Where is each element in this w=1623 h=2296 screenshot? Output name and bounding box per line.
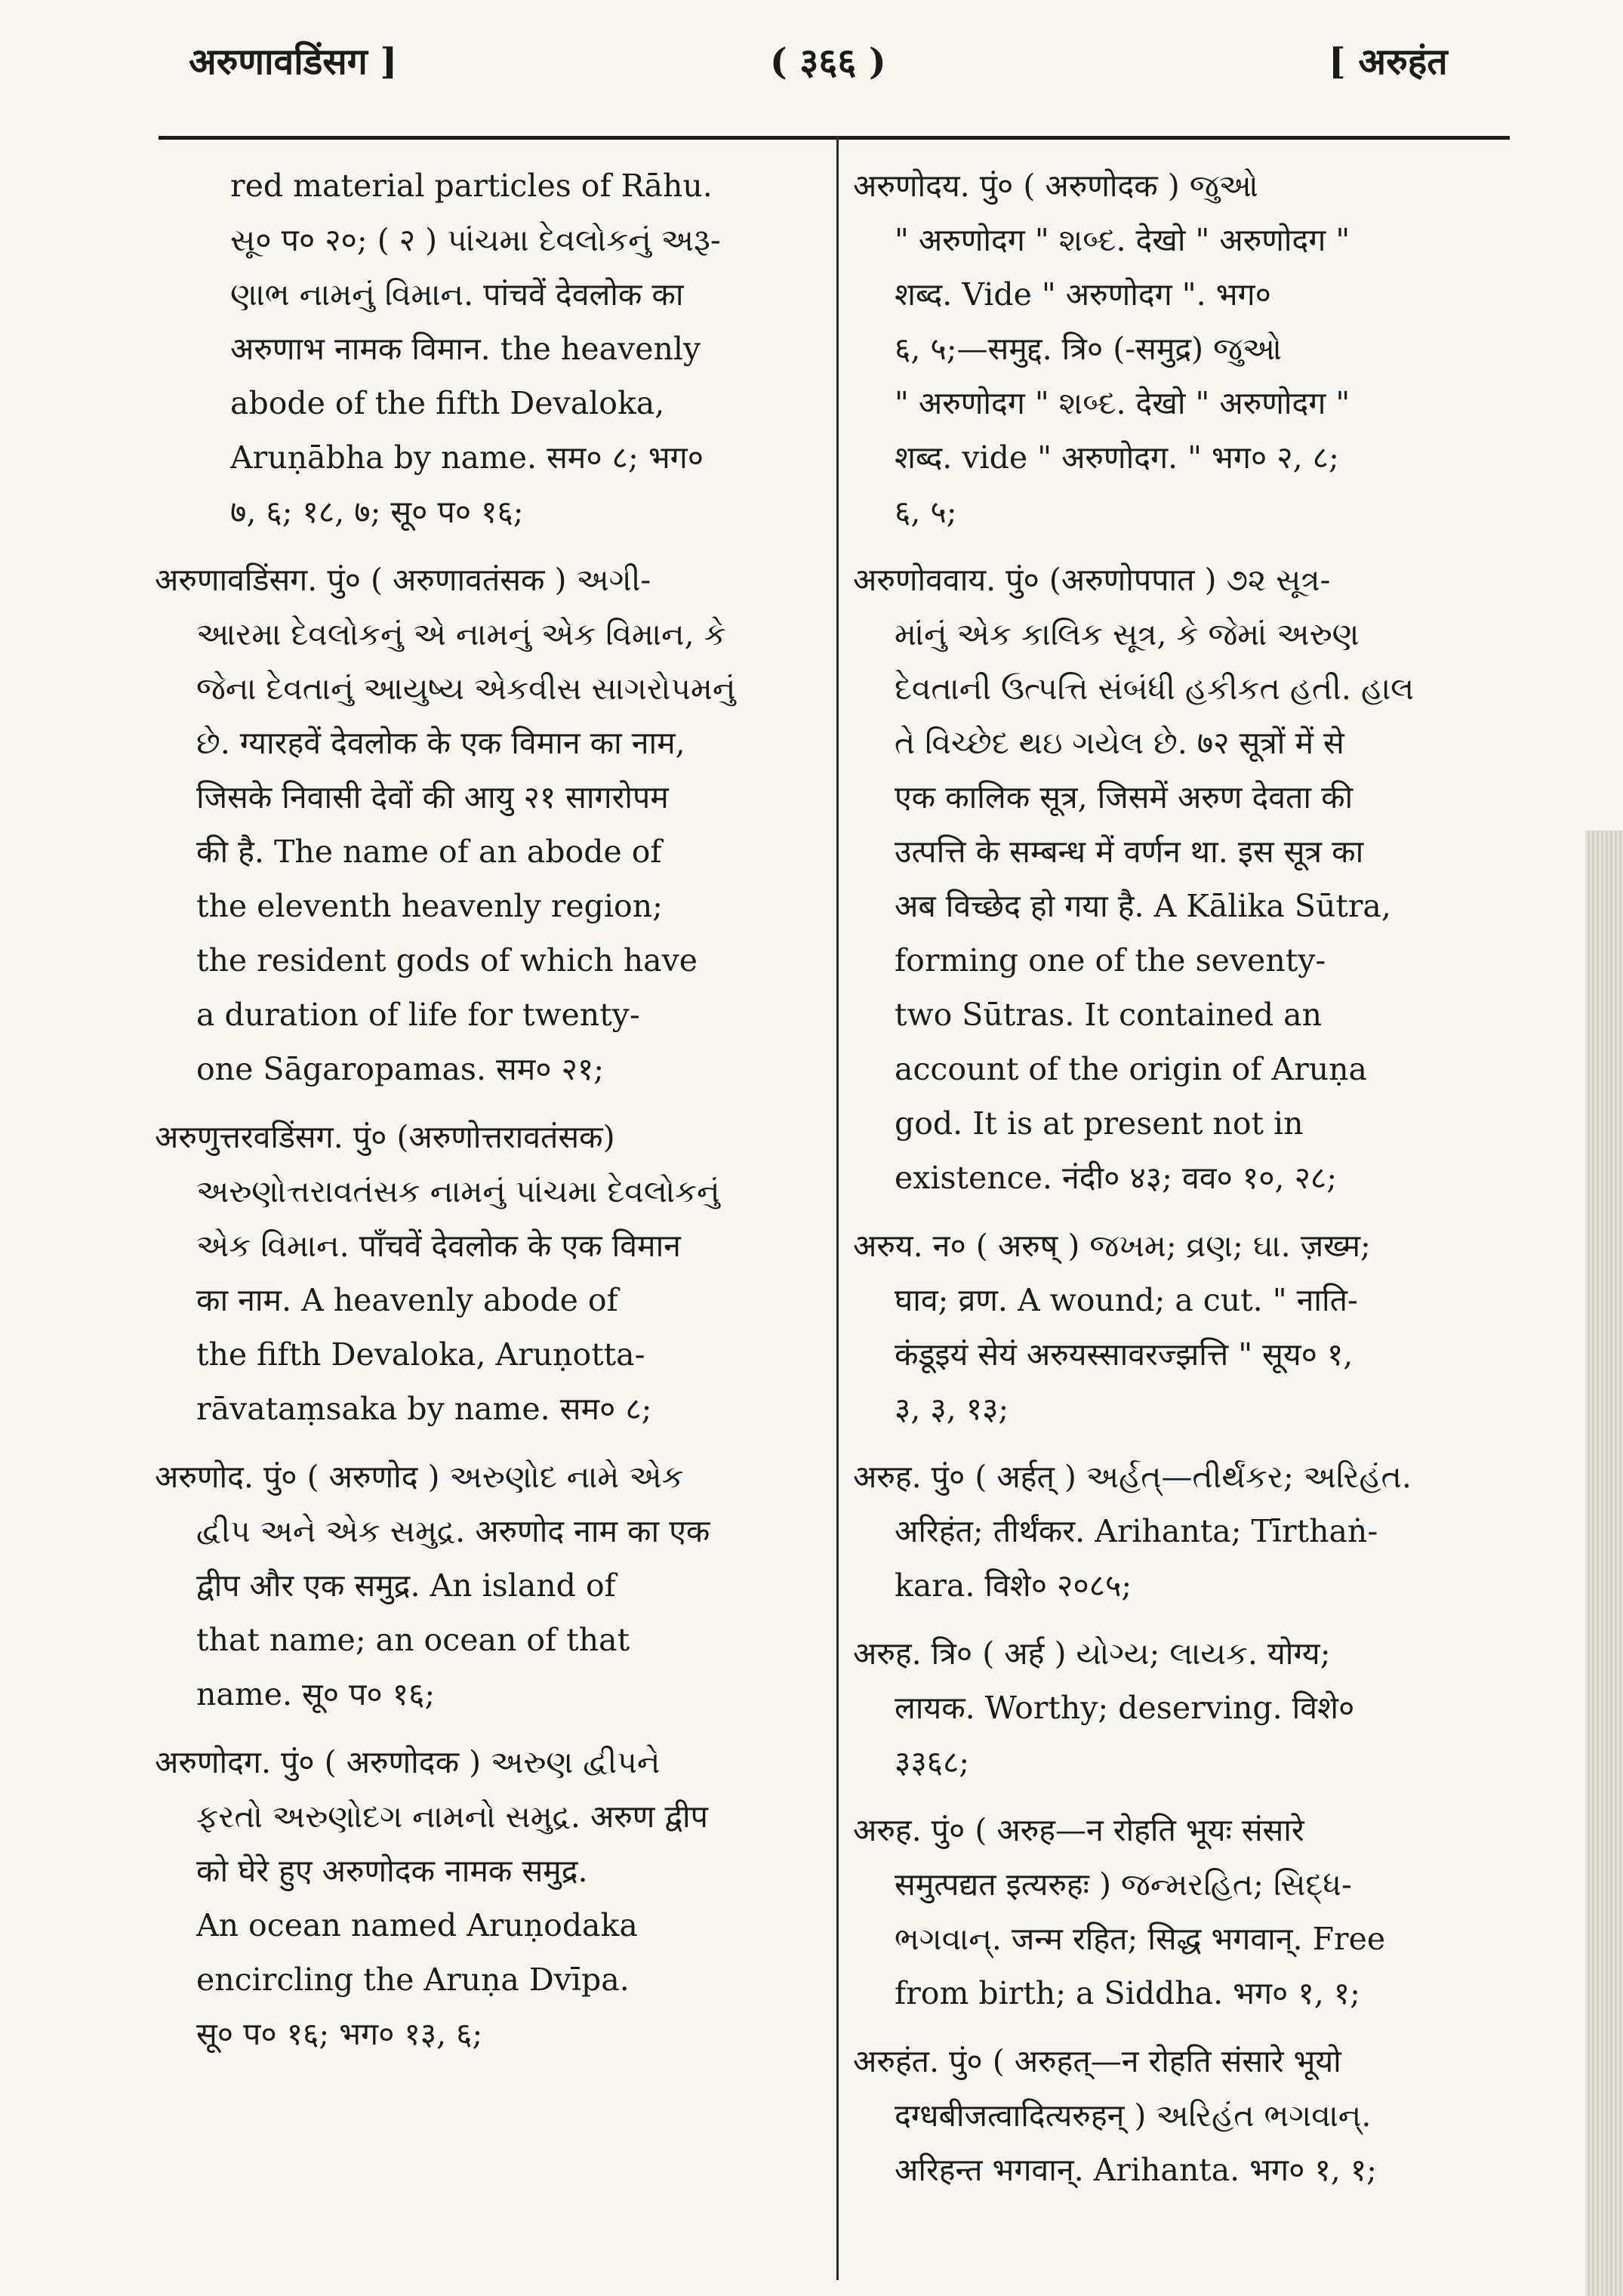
entry-line: account of the origin of Aruṇa <box>895 1051 1367 1087</box>
header-rule <box>159 136 1510 140</box>
entry-line: शब्द. vide " अरुणोदग. " भग० २, ८; <box>895 439 1339 476</box>
entry-line: from birth; a Siddha. भग० १, १; <box>895 1975 1360 2011</box>
dictionary-entry <box>853 1626 1498 1789</box>
entry-line: the eleventh heavenly region; <box>196 888 663 924</box>
entry-line: एक कालिक सूत्र, जिसमें अरुण देवता की <box>895 779 1354 815</box>
entry-line: कंडूइयं सेयं अरुयस्सावरज्झत्ति " सूय० १, <box>895 1336 1354 1373</box>
entry-line: ६, ५; <box>895 494 957 530</box>
entry-line: ७, ६; १८, ७; सू० प० १६; <box>230 494 524 530</box>
entry-headword-line: अरुह. त्रि० ( अर्ह ) યોગ્ય; લાયક. योग्य; <box>853 1635 1331 1672</box>
entry-line: शब्द. Vide " अरुणोदग ". भग० <box>895 276 1271 313</box>
left-column <box>155 159 815 2075</box>
entry-headword-line: अरुहंत. पुं० ( अरुहत्—न रोहति संसारे भूयो <box>853 2043 1341 2079</box>
entry-line: ભગવાન્. जन्म रहित; सिद्ध भगवान्. Free <box>895 1921 1386 1957</box>
entry-headword-line: अरुह. पुं० ( अरुह—न रोहति भूयः संसारे <box>853 1812 1304 1848</box>
dictionary-entry <box>853 553 1498 1205</box>
entry-line: उत्पत्ति के सम्बन्ध में वर्णन था. इस सूत्र का <box>895 834 1364 870</box>
entry-line: kara. विशे० २०८५; <box>895 1567 1132 1604</box>
scan-edge-shadow <box>1585 831 1623 2296</box>
entry-line: abode of the fifth Devaloka, <box>230 385 665 421</box>
entry-line: one Sāgaropamas. सम० २१; <box>196 1051 605 1087</box>
entry-line: ६, ५;—समुद्द. त्रि० (-समुद्र) જુઓ <box>895 331 1283 367</box>
entry-line: ३, ३, १३; <box>895 1391 1009 1427</box>
entry-line: જેના દેવતાનું આયુષ્ય એકવીસ સાગરોપમનું <box>196 670 736 707</box>
entry-line: red material particles of Rāhu. <box>230 168 713 204</box>
entry-line: Aruṇābha by name. सम० ८; भग० <box>230 439 704 476</box>
entry-line: दग्धबीजत्वादित्यरुहन् ) અરિહંત ભગવાન્. <box>895 2097 1372 2134</box>
entry-line: the resident gods of which have <box>196 942 698 978</box>
entry-line: existence. नंदी० ४३; वव० १०, २८; <box>895 1160 1338 1196</box>
entry-line: છે. ग्यारहवें देवलोक के एक विमान का नाम, <box>196 725 685 761</box>
entry-line: ३३६८; <box>895 1744 970 1780</box>
entry-line: two Sūtras. It contained an <box>895 997 1322 1033</box>
entry-line: का नाम. A heavenly abode of <box>196 1282 618 1318</box>
entry-line: जिसके निवासी देवों की आयु २१ सागरोपम <box>196 779 669 815</box>
entry-line: માંનું એક કાલિક સૂત્ર, કે જેમાં અરુણ <box>895 616 1360 652</box>
entry-line: की है. The name of an abode of <box>196 834 662 870</box>
entry-continuation <box>155 159 815 539</box>
dictionary-entry <box>853 159 1498 539</box>
entry-headword-line: अरुणोदय. पुं० ( अरुणोदक ) જુઓ <box>853 168 1258 204</box>
entry-headword-line: अरुणोववाय. पुं० (अरुणोपपात ) ૭૨ સૂત્ર- <box>853 562 1331 598</box>
entry-line: rāvataṃsaka by name. सम० ८; <box>196 1391 652 1427</box>
entry-line: अरिहंत; तीर्थंकर. Arihanta; Tīrthaṅ- <box>895 1513 1378 1549</box>
dictionary-entry <box>853 1219 1498 1436</box>
entry-line: a duration of life for twenty- <box>196 997 640 1033</box>
entry-line: घाव; व्रण. A wound; a cut. " नाति- <box>895 1282 1358 1318</box>
dictionary-entry <box>853 2034 1498 2197</box>
entry-headword-line: अरुणावडिंसग. पुं० ( अरुणावतंसक ) અગી- <box>155 562 651 598</box>
entry-line: सू० प० १६; भग० १३, ६; <box>196 2016 483 2052</box>
entry-line: દેવતાની ઉત્પત્તિ સંબંધી હકીકત હતી. હાલ <box>895 670 1415 707</box>
entry-line: અરુણોત્તરાવતંસક નામનું પાંચમા દેવલોકનું <box>196 1173 720 1210</box>
entry-line: " अरुणोदग " શબ્દ. देखो " अरुणोदग " <box>895 385 1350 421</box>
entry-line: name. सू० प० १६; <box>196 1676 436 1712</box>
page-number: ( ३६६ ) <box>770 41 886 83</box>
entry-line: એક વિમાન. पाँचवें देवलोक के एक विमान <box>196 1228 681 1264</box>
dictionary-entry <box>155 553 815 1096</box>
dictionary-entry <box>155 1735 815 2061</box>
header-left-guide-word: अरुणावडिंसग ] <box>189 41 398 83</box>
header-right-guide-word: [ अरुहंत <box>1329 41 1448 83</box>
entry-headword-line: अरुय. न० ( अरुष् ) જખમ; વ્રણ; ઘા. ज़ख्म; <box>853 1228 1371 1264</box>
entry-line: अरुणाभ नामक विमान. the heavenly <box>230 331 701 367</box>
entry-line: लायक. Worthy; deserving. विशे० <box>895 1690 1355 1726</box>
entry-headword-line: अरुणुत्तरवडिंसग. पुं० (अरुणोत्तरावतंसक) <box>155 1119 615 1155</box>
entry-line: द्वीप और एक समुद्र. An island of <box>196 1567 616 1604</box>
entry-line: આરમા દેવલોકનું એ નામનું એક વિમાન, કે <box>196 616 726 652</box>
dictionary-entry <box>853 1803 1498 2020</box>
dictionary-entry <box>155 1450 815 1721</box>
page-header <box>0 30 1623 113</box>
entry-line: अब विच्छेद हो गया है. A Kālika Sūtra, <box>895 888 1391 924</box>
entry-line: the fifth Devaloka, Aruṇotta- <box>196 1336 645 1373</box>
entry-line: forming one of the seventy- <box>895 942 1326 978</box>
entry-line: દ્વીપ અને એક સમુદ્ર. अरुणोद नाम का एक <box>196 1513 710 1549</box>
entry-headword-line: अरुह. पुं० ( अर्हत् ) અર્હત્—તીર્થંકર; અરિહંત. <box>853 1459 1412 1495</box>
dictionary-entry <box>853 1450 1498 1613</box>
entry-line: તે વિચ્છેદ થઇ ગયેલ છે. ७२ सूत्रों में से <box>895 725 1344 761</box>
entry-line: समुत्पद्यत इत्यरुहः ) જન્મરહિત; સિદ્ધ- <box>895 1866 1352 1903</box>
dictionary-entry <box>155 1110 815 1436</box>
entry-line: " अरुणोदग " શબ્દ. देखो " अरुणोदग " <box>895 222 1350 258</box>
entry-line: अरिहन्त भगवान्. Arihanta. भग० १, १; <box>895 2152 1377 2188</box>
entry-line: that name; an ocean of that <box>196 1622 630 1658</box>
entry-line: encircling the Aruṇa Dvīpa. <box>196 1962 630 1998</box>
entry-headword-line: अरुणोद. पुं० ( अरुणोद ) અરુણોદ નામે એક <box>155 1459 684 1495</box>
entry-line: को घेरे हुए अरुणोदक नामक समुद्र. <box>196 1853 588 1889</box>
entry-line: ફરતો અરુણોદગ નામનો સમુદ્ર. अरुण द्वीप <box>196 1798 708 1835</box>
entry-headword-line: अरुणोदग. पुं० ( अरुणोदक ) અરુણ દ્વીપને <box>155 1744 661 1780</box>
right-column <box>853 159 1498 2211</box>
entry-line: ણાભ નામનું વિમાન. पांचवें देवलोक का <box>230 276 684 313</box>
entry-line: An ocean named Aruṇodaka <box>196 1907 638 1943</box>
column-divider <box>836 136 839 2280</box>
entry-line: સૂ० प० २०; ( २ ) પાંચમા દેવલોકનું અરૂ- <box>230 222 721 258</box>
entry-line: god. It is at present not in <box>895 1105 1304 1142</box>
